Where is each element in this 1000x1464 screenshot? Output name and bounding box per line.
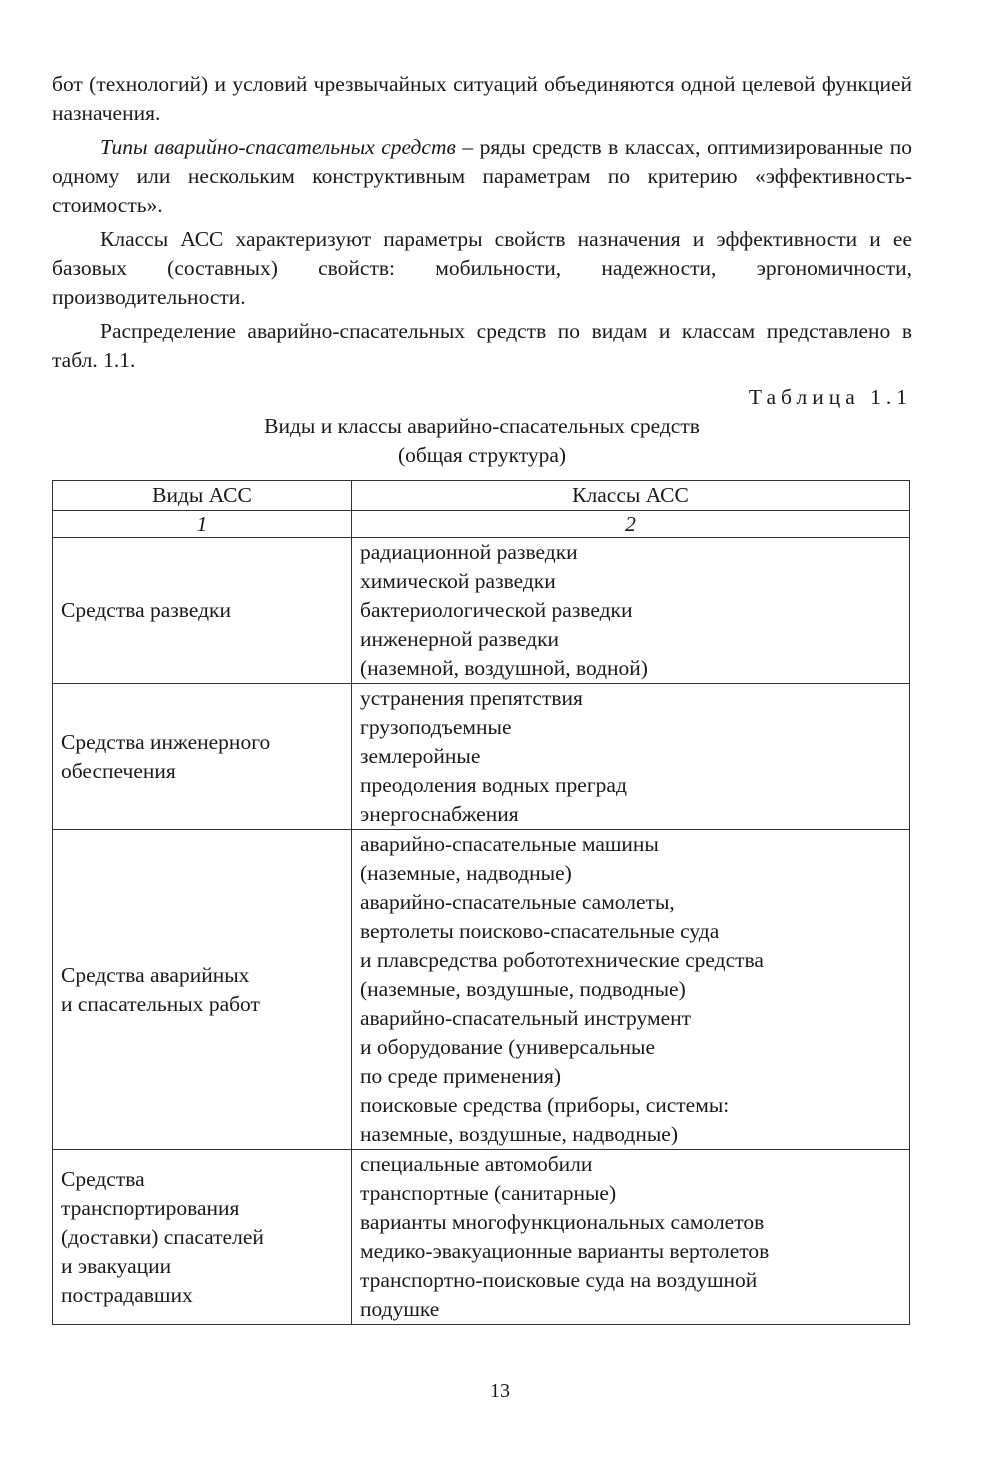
- table-label: Таблица 1.1: [748, 385, 912, 409]
- paragraph-4: [52, 317, 912, 375]
- table-row: [53, 830, 910, 1150]
- cell-classes: [352, 684, 910, 830]
- cell-classes: [352, 830, 910, 1150]
- kind-line: обеспечения: [61, 758, 176, 783]
- class-line: и плавсредства робототехнические средства: [360, 948, 764, 972]
- table-header-row: [53, 481, 910, 511]
- table-row: [53, 684, 910, 830]
- class-line: транспортно-поисковые суда на воздушной: [360, 1268, 758, 1292]
- class-line: землеройные: [360, 744, 481, 768]
- table-body: [53, 538, 910, 1325]
- header-kinds: Виды АСС: [53, 481, 352, 511]
- cell-kind: [53, 830, 352, 1150]
- paragraph-2-text: – ряды средств в классах, оптимизированные по одному или нескольким конструктивным параметрам по критерию «эффективность-стоимость».: [52, 135, 912, 217]
- cell-classes: [352, 538, 910, 684]
- class-line: аварийно-спасательный инструмент: [360, 1006, 692, 1030]
- class-line: по среде применения): [360, 1064, 562, 1088]
- paragraph-4-text: Распределение аварийно-спасательных средств по видам и классам представлено в табл. 1.1.: [52, 319, 912, 372]
- kind-line: Средства аварийных: [61, 962, 250, 987]
- class-line: радиационной разведки: [360, 540, 578, 564]
- class-line: медико-эвакуационные варианты вертолетов: [360, 1239, 770, 1263]
- class-line: энергоснабжения: [360, 802, 519, 826]
- class-line: грузоподъемные: [360, 715, 512, 739]
- class-line: (наземные, воздушные, подводные): [360, 977, 686, 1001]
- class-line: преодоления водных преград: [360, 773, 627, 797]
- class-line: аварийно-спасательные машины: [360, 832, 659, 856]
- table-title-line-1: Виды и классы аварийно-спасательных средств: [264, 414, 700, 438]
- page-number: 13: [490, 1380, 510, 1402]
- table-column-number-row: [53, 511, 910, 538]
- kind-line: и эвакуации: [61, 1253, 172, 1278]
- class-line: варианты многофункциональных самолетов: [360, 1210, 765, 1234]
- table-row: [53, 538, 910, 684]
- table-row: [53, 1150, 910, 1325]
- cell-kind: [53, 1150, 352, 1325]
- header-classes: Классы АСС: [352, 481, 910, 511]
- page-content: [52, 70, 912, 1325]
- class-line: транспортные (санитарные): [360, 1181, 617, 1205]
- paragraph-3: [52, 225, 912, 312]
- class-line: аварийно-спасательные самолеты,: [360, 890, 675, 914]
- column-number-1: 1: [53, 511, 352, 538]
- class-line: наземные, воздушные, надводные): [360, 1122, 678, 1146]
- class-line: бактериологической разведки: [360, 598, 633, 622]
- class-line: вертолеты поисково-спасательные суда: [360, 919, 720, 943]
- class-line: и оборудование (универсальные: [360, 1035, 656, 1059]
- kind-line: и спасательных работ: [61, 991, 260, 1016]
- kind-line: (доставки) спасателей: [61, 1224, 264, 1249]
- class-line: химической разведки: [360, 569, 556, 593]
- paragraph-3-text: Классы АСС характеризуют параметры свойств назначения и эффективности и ее базовых (составных) свойств: мобильности, надежности, эргономичности, производительности.: [52, 227, 912, 309]
- column-number-2: 2: [352, 511, 910, 538]
- paragraph-2: [52, 133, 912, 220]
- class-line: (наземные, надводные): [360, 861, 572, 885]
- kind-line: Средства инженерного: [61, 729, 271, 754]
- classes-table: [52, 480, 910, 1325]
- cell-kind: [53, 538, 352, 684]
- kind-line: транспортирования: [61, 1195, 240, 1220]
- cell-classes: [352, 1150, 910, 1325]
- cell-kind: [53, 684, 352, 830]
- kind-line: Средства: [61, 1166, 145, 1191]
- class-line: устранения препятствия: [360, 686, 583, 710]
- kind-line: Средства разведки: [61, 598, 231, 622]
- class-line: специальные автомобили: [360, 1152, 593, 1176]
- table-title-line-2: (общая структура): [397, 443, 567, 467]
- class-line: поисковые средства (приборы, системы:: [360, 1093, 730, 1117]
- paragraph-1-text: бот (технологий) и условий чрезвычайных ситуаций объединяются одной целевой функцией назначения.: [52, 72, 912, 125]
- paragraph-2-term: Типы аварийно-спасательных средств: [100, 135, 456, 159]
- table-title: [52, 412, 912, 470]
- class-line: инженерной разведки: [360, 627, 560, 651]
- class-line: (наземной, воздушной, водной): [360, 656, 648, 680]
- kind-line: пострадавших: [61, 1282, 193, 1307]
- paragraph-1: [52, 70, 912, 128]
- class-line: подушке: [360, 1297, 440, 1321]
